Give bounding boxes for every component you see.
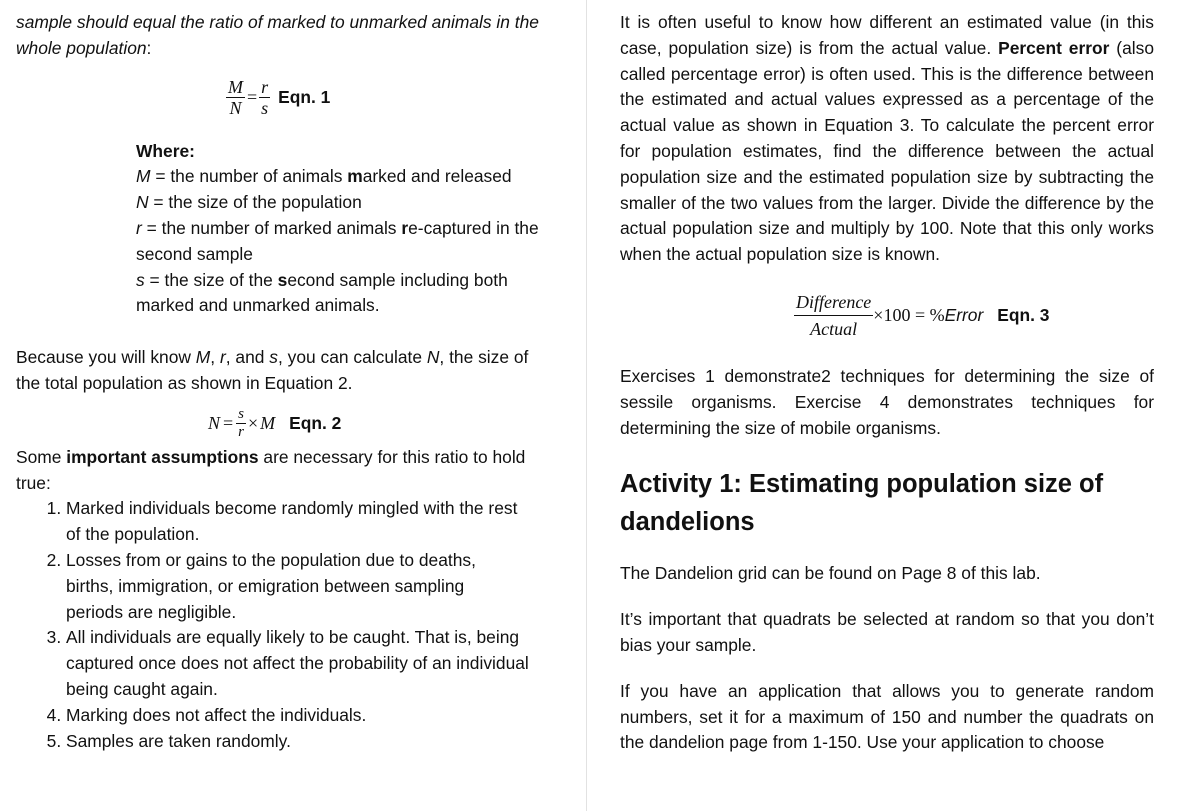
p1-post: (also called percentage error) is often used. This is the difference between the estimated and actual values expressed as a percentage of the actual value as shown in Equation 3. To calculate the percent error for population estimates, find the difference between the actual population size and the estimated population size by subtracting the smaller of the two values from the larger. Divide the difference by the actual population size and multiply by 100. Note that this only works when the actual population size is known. <box>620 37 1154 265</box>
assumption-item: 5. Samples are taken randomly. <box>66 729 556 755</box>
left-column <box>16 10 556 754</box>
right-column <box>620 10 1154 756</box>
eq1-rhs-numerator: r <box>261 77 269 98</box>
because-pre: Because you will know <box>16 347 196 368</box>
def-r-var: r <box>136 217 142 238</box>
because-paragraph <box>16 345 556 397</box>
eq3-denominator: Actual <box>810 319 858 340</box>
intro-text <box>16 10 556 62</box>
dandelion-grid-paragraph: The Dandelion grid can be found on Page 8 of this lab. <box>620 563 1041 584</box>
eq2-fraction <box>236 406 246 441</box>
def-m-post: arked and released <box>362 166 512 187</box>
equation-3 <box>794 288 1154 344</box>
because-m: M <box>195 347 211 368</box>
equation-1 <box>226 73 556 123</box>
eq2-lhs: N <box>208 412 221 433</box>
assumptions-post: are necessary for this ratio to hold true: <box>16 446 526 493</box>
eq1-rhs-fraction <box>259 77 270 118</box>
eq1-lhs-numerator: M <box>228 77 243 98</box>
eq1-rhs-denominator: s <box>261 98 269 119</box>
because-sep2: , and <box>225 347 270 368</box>
def-m-bold: m <box>347 166 363 187</box>
def-m-pre: = the number of animals <box>150 166 348 187</box>
intro-sentence: sample should equal the ratio of marked to unmarked animals in the whole population <box>16 12 539 58</box>
eq3-error: Error <box>944 305 984 326</box>
random-numbers-paragraph: If you have an application that allows you to generate random numbers, set it for a maximum of 150 and number the quadrats on the dandelion page from 1-150. Use your application to choose <box>620 680 1154 753</box>
eq3-rest: ×100 = % <box>873 305 945 326</box>
def-s-pre: = the size of the <box>144 269 278 290</box>
p1-pre: It is often useful to know how different an estimated value (in this case, population size) is from the actual value. <box>620 12 1154 58</box>
assumptions-bold: important assumptions <box>66 446 259 467</box>
eq3-fraction <box>794 289 873 342</box>
assumption-item: 1. Marked individuals become randomly mingled with the rest of the population. <box>66 496 526 548</box>
where-definitions <box>136 139 546 320</box>
def-m-var: M <box>136 166 151 187</box>
where-heading: Where: <box>136 140 195 161</box>
def-s <box>136 268 546 320</box>
def-r-pre: = the number of marked animals <box>141 217 402 238</box>
assumptions-list <box>16 496 556 754</box>
column-divider <box>586 0 587 811</box>
assumptions-pre: Some <box>16 446 67 467</box>
def-s-post: econd sample including both marked and unmarked animals. <box>136 269 508 316</box>
because-n: N <box>426 347 440 368</box>
eq2-equals: = <box>223 412 234 433</box>
eq3-numerator: Difference <box>794 289 873 316</box>
assumption-item: 4. Marking does not affect the individuals. <box>66 703 556 729</box>
def-m <box>136 164 546 190</box>
eq2-denominator: r <box>238 424 245 441</box>
assumption-item: 2. Losses from or gains to the population due to deaths, births, immigration, or emigration between sampling periods are negligible. <box>66 548 506 625</box>
p1-bold: Percent error <box>998 37 1110 58</box>
percent-error-paragraph <box>620 10 1154 268</box>
because-sep1: , <box>210 347 220 368</box>
random-quadrats-paragraph: It’s important that quadrats be selected at random so that you don’t bias your sample. <box>620 609 1154 655</box>
def-r <box>136 216 546 268</box>
eq1-equals: = <box>247 86 258 107</box>
intro-colon: : <box>146 37 152 58</box>
def-n-var: N <box>136 192 149 213</box>
because-s: s <box>269 347 278 368</box>
eq1-lhs-denominator: N <box>229 98 242 119</box>
eq3-label: Eqn. 3 <box>997 305 1050 326</box>
exercises-paragraph: Exercises 1 demonstrate2 techniques for determining the size of sessile organisms. Exercise 4 demonstrates techniques for determining the size of mobile organisms. <box>620 365 1154 438</box>
def-s-bold: s <box>277 269 288 290</box>
activity-heading: Activity 1: Estimating population size of dandelions <box>620 470 1104 537</box>
assumptions-intro <box>16 445 556 497</box>
eq2-m: M <box>260 412 276 433</box>
def-n-text: = the size of the population <box>148 192 362 213</box>
because-mid: , you can calculate <box>277 347 427 368</box>
eq1-lhs-fraction <box>226 77 245 118</box>
def-r-post: e-captured in the second sample <box>136 217 539 264</box>
equation-2 <box>208 403 556 445</box>
eq2-numerator: s <box>238 406 245 423</box>
assumption-item: 3. All individuals are equally likely to be caught. That is, being captured once does not affect the probability of an individual being caught again. <box>66 625 548 702</box>
eq2-label: Eqn. 2 <box>289 412 342 433</box>
eq1-label: Eqn. 1 <box>278 86 331 107</box>
def-r-bold: r <box>401 217 409 238</box>
def-s-var: s <box>136 269 145 290</box>
def-n <box>136 190 546 216</box>
because-r: r <box>219 347 226 368</box>
because-post: , the size of the total population as shown in Equation 2. <box>16 347 529 393</box>
eq2-times: × <box>248 412 259 433</box>
